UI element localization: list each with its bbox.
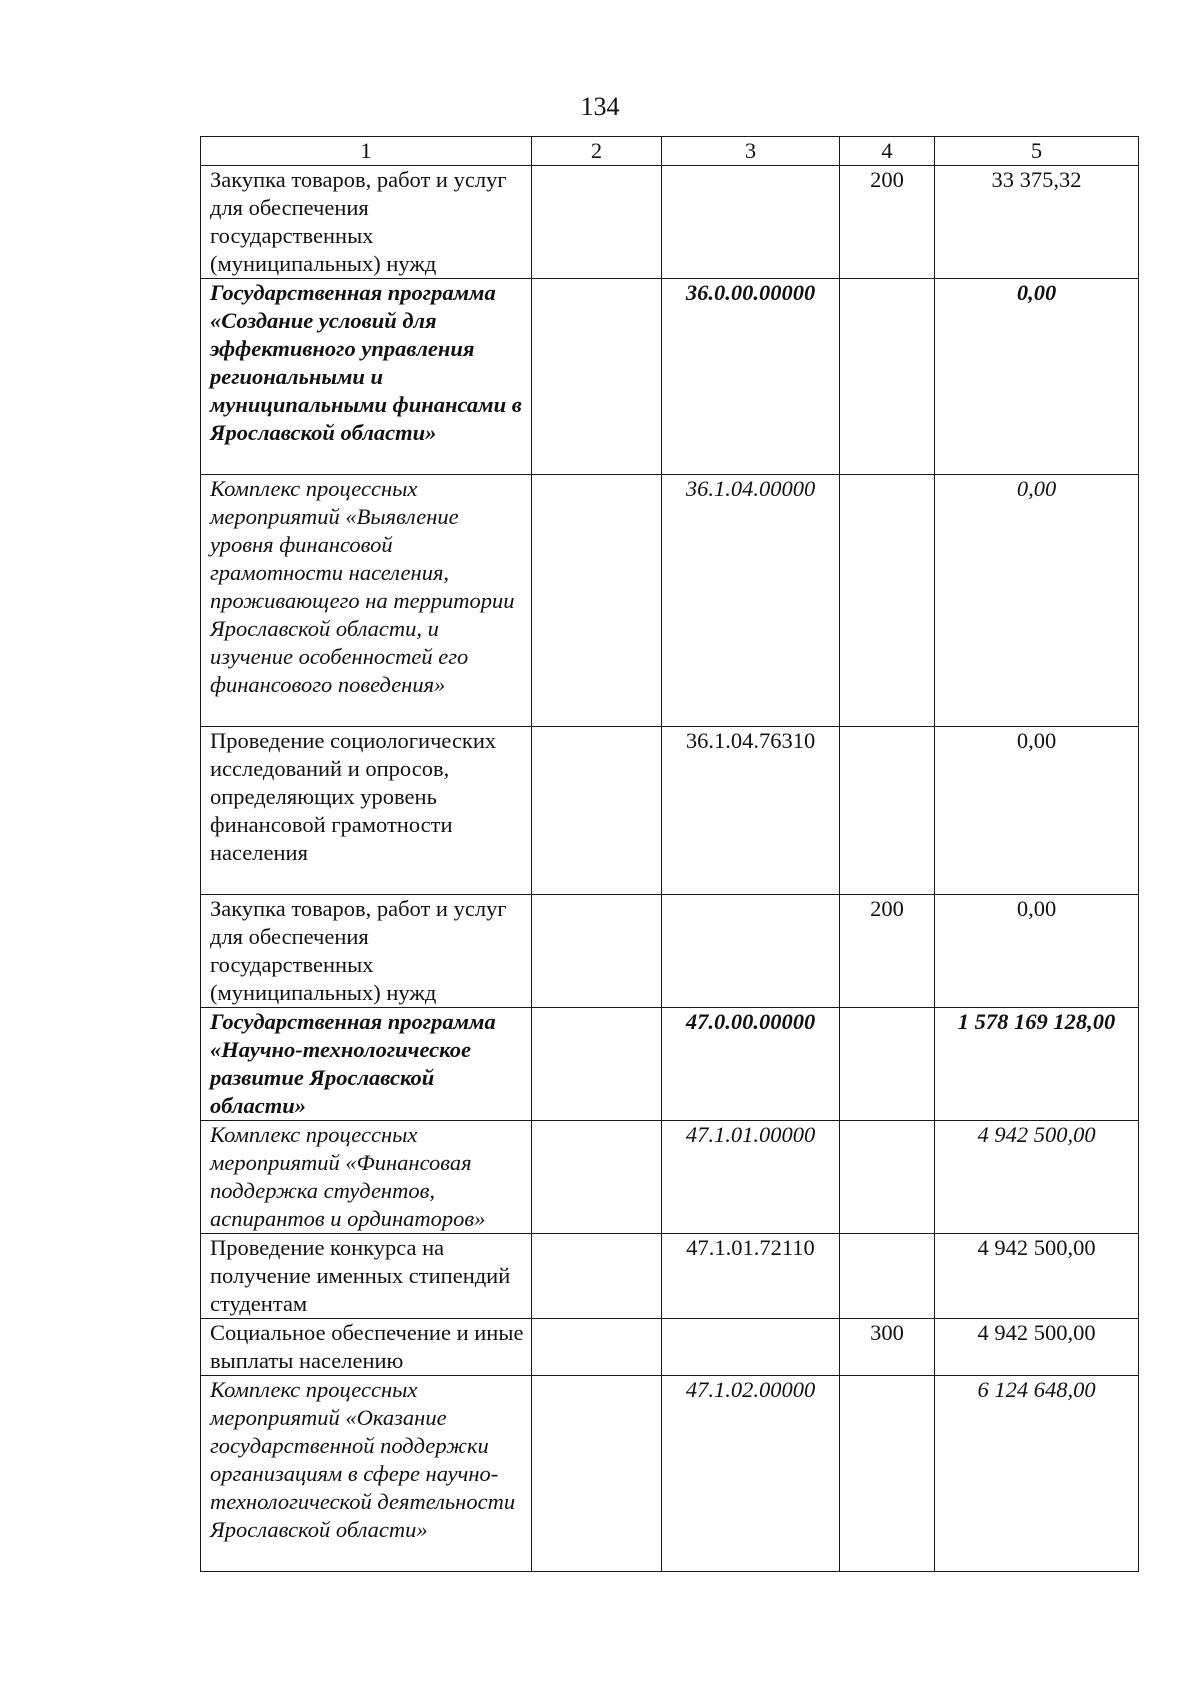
row-type (840, 475, 935, 727)
row-amount: 0,00 (935, 895, 1139, 1008)
row-amount: 4 942 500,00 (935, 1121, 1139, 1234)
row-code (662, 166, 840, 279)
table-header-row (201, 137, 1139, 166)
row-name: Государственная программа «Научно-технологическое развитие Ярославской области» (201, 1008, 532, 1121)
row-amount: 4 942 500,00 (935, 1234, 1139, 1319)
row-type (840, 1234, 935, 1319)
row-col2 (532, 475, 662, 727)
row-code (662, 895, 840, 1008)
row-code: 47.1.01.00000 (662, 1121, 840, 1234)
row-amount: 0,00 (935, 279, 1139, 475)
row-amount: 1 578 169 128,00 (935, 1008, 1139, 1121)
header-col-5: 5 (935, 137, 1139, 166)
row-type (840, 1008, 935, 1121)
row-col2 (532, 1121, 662, 1234)
row-code: 47.1.02.00000 (662, 1376, 840, 1572)
row-type (840, 1121, 935, 1234)
row-code: 36.1.04.76310 (662, 727, 840, 895)
row-col2 (532, 166, 662, 279)
row-amount: 4 942 500,00 (935, 1319, 1139, 1376)
row-name: Комплекс процессных мероприятий «Финансовая поддержка студентов, аспирантов и ординаторов» (201, 1121, 532, 1234)
row-col2 (532, 279, 662, 475)
table-row (201, 279, 1139, 475)
header-col-3: 3 (662, 137, 840, 166)
row-code: 36.1.04.00000 (662, 475, 840, 727)
row-amount: 0,00 (935, 727, 1139, 895)
row-code: 47.0.00.00000 (662, 1008, 840, 1121)
row-col2 (532, 1319, 662, 1376)
row-type: 200 (840, 895, 935, 1008)
row-col2 (532, 1008, 662, 1121)
row-code (662, 1319, 840, 1376)
row-name: Закупка товаров, работ и услуг для обеспечения государственных (муниципальных) нужд (201, 895, 532, 1008)
row-name: Государственная программа «Создание условий для эффективного управления региональными и муниципальными финансами в Ярославской области» (201, 279, 532, 475)
row-name: Проведение конкурса на получение именных стипендий студентам (201, 1234, 532, 1319)
row-type (840, 279, 935, 475)
page-number: 134 (580, 92, 620, 121)
row-name: Социальное обеспечение и иные выплаты населению (201, 1319, 532, 1376)
row-name: Комплекс процессных мероприятий «Оказание государственной поддержки организациям в сфере научно-технологической деятельности Ярославской области» (201, 1376, 532, 1572)
row-name: Проведение социологических исследований и опросов, определяющих уровень финансовой грамотности населения (201, 727, 532, 895)
row-amount: 0,00 (935, 475, 1139, 727)
row-type (840, 727, 935, 895)
table-row (201, 1376, 1139, 1572)
header-col-2: 2 (532, 137, 662, 166)
table-row (201, 166, 1139, 279)
row-name: Закупка товаров, работ и услуг для обеспечения государственных (муниципальных) нужд (201, 166, 532, 279)
row-type: 200 (840, 166, 935, 279)
table-row (201, 1121, 1139, 1234)
table-row (201, 1319, 1139, 1376)
row-name: Комплекс процессных мероприятий «Выявление уровня финансовой грамотности населения, проживающего на территории Ярославской области, и изучение особенностей его финансового поведения» (201, 475, 532, 727)
header-col-1: 1 (201, 137, 532, 166)
row-type (840, 1376, 935, 1572)
row-type: 300 (840, 1319, 935, 1376)
row-amount: 33 375,32 (935, 166, 1139, 279)
header-col-4: 4 (840, 137, 935, 166)
table-row (201, 1008, 1139, 1121)
row-col2 (532, 895, 662, 1008)
table-row (201, 1234, 1139, 1319)
row-col2 (532, 727, 662, 895)
row-amount: 6 124 648,00 (935, 1376, 1139, 1572)
table-row (201, 895, 1139, 1008)
row-code: 47.1.01.72110 (662, 1234, 840, 1319)
table-row (201, 727, 1139, 895)
row-code: 36.0.00.00000 (662, 279, 840, 475)
row-col2 (532, 1234, 662, 1319)
table-row (201, 475, 1139, 727)
budget-table (200, 136, 1139, 1572)
row-col2 (532, 1376, 662, 1572)
